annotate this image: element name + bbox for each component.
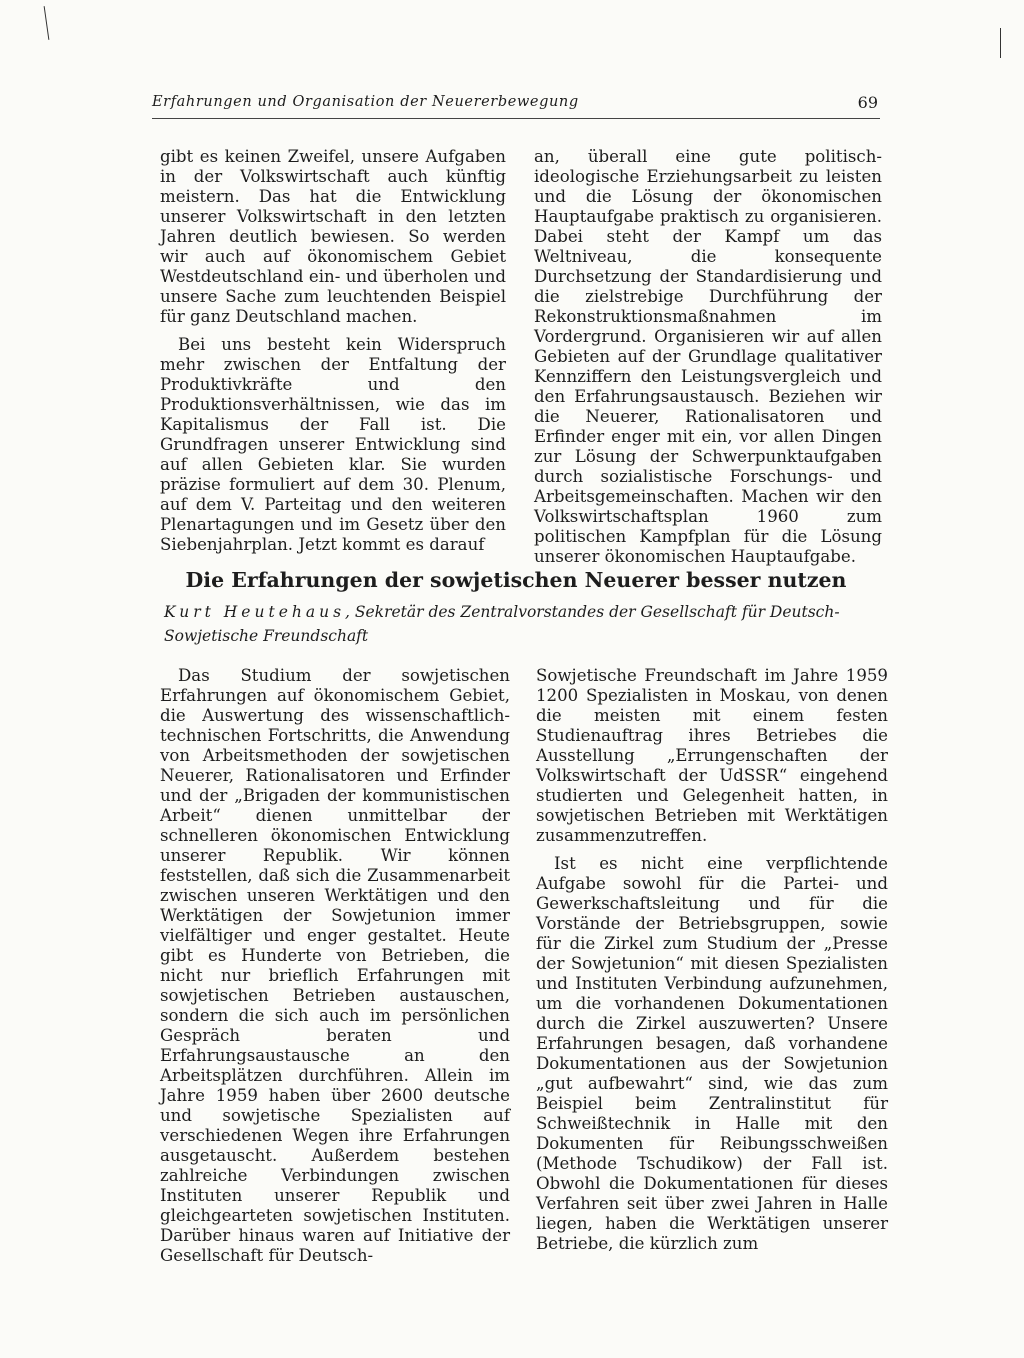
article-left-column: [160, 666, 510, 1266]
running-title: Erfahrungen und Organisation der Neuererbewegung: [152, 94, 579, 110]
article-title: Die Erfahrungen der sowjetischen Neuerer besser nutzen: [185, 568, 847, 592]
page-header: [152, 94, 880, 119]
scan-mark-left: [44, 6, 50, 40]
author-role: , Sekretär des Zentralvorstandes der Gesellschaft für Deutsch-Sowjetische Freundschaft: [164, 603, 840, 645]
paragraph: Ist es nicht eine verpflichtende Aufgabe sowohl für die Partei- und Gewerkschaftsleitung und für die Vorstände der Betriebsgruppen, sowie für die Zirkel zum Studium der „Presse der Sowjetunion“ mit diesen Spezialisten und Instituten Verbindung aufzunehmen, um die vorhandenen Dokumentationen durch die Zirkel auszuwerten? Unsere Erfahrungen besagen, daß vorhandene Dokumentationen aus der Sowjetunion „gut aufbewahrt“ sind, wie das zum Beispiel beim Zentralinstitut für Schweißtechnik in Halle mit den Dokumenten für Reibungsschweißen (Methode Tschudikow) der Fall ist. Obwohl die Dokumentationen für dieses Verfahren seit über zwei Jahren in Halle liegen, haben die Werktätigen unserer Betriebe, die kürzlich zum: [536, 854, 888, 1253]
author-name: Kurt Heutehaus: [164, 603, 346, 621]
paragraph: Sowjetische Freundschaft im Jahre 1959 1200 Spezialisten in Moskau, von denen die meisten mit einem festen Studienauftrag ihres Betriebes die Ausstellung „Errungenschaften der Volkswirtschaft der UdSSR“ eingehend studierten und Gelegenheit hatten, in sowjetischen Betrieben mit Werktätigen zusammenzutreffen.: [536, 666, 888, 845]
paragraph: Bei uns besteht kein Widerspruch mehr zwischen der Entfaltung der Produktivkräfte und den Produktionsverhältnissen, wie das im Kapitalismus der Fall ist. Die Grundfragen unserer Entwicklung sind auf allen Gebieten klar. Sie wurden präzise formuliert auf dem 30. Plenum, auf dem V. Parteitag und den weiteren Plenartagungen und im Gesetz über den Siebenjahrplan. Jetzt kommt es darauf: [160, 335, 506, 554]
paragraph: an, überall eine gute politisch-ideologische Erziehungsarbeit zu leisten und die Lösung der ökonomischen Hauptaufgabe praktisch zu organisieren. Dabei steht der Kampf um das Weltniveau, die konsequente Durchsetzung der Standardisierung und die zielstrebige Durchführung der Rekonstruktionsmaßnahmen im Vordergrund. Organisieren wir auf allen Gebieten auf der Grundlage qualitativer Kennziffern den Leistungsvergleich und den Erfahrungsaustausch. Beziehen wir die Neuerer, Rationalisatoren und Erfinder enger mit ein, vor allen Dingen zur Lösung der Schwerpunktaufgaben durch sozialistische Forschungs- und Arbeitsgemeinschaften. Machen wir den Volkswirtschaftsplan 1960 zum politischen Kampfplan für die Lösung unserer ökonomischen Hauptaufgabe.: [534, 147, 882, 566]
article-right-column: [536, 666, 888, 1254]
page-number: 69: [857, 93, 878, 112]
paragraph: gibt es keinen Zweifel, unsere Aufgaben in der Volkswirtschaft auch künftig meistern. Das hat die Entwicklung unserer Volkswirtschaft in den letzten Jahren deutlich bewiesen. So werden wir auch auf ökonomischem Gebiet Westdeutschland ein- und überholen und unsere Sache zum leuchtenden Beispiel für ganz Deutschland machen.: [160, 147, 506, 326]
section1-left-column: [160, 147, 506, 555]
section1-right-column: [534, 147, 882, 567]
paragraph: Das Studium der sowjetischen Erfahrungen auf ökonomischem Gebiet, die Auswertung des wissenschaftlich-technischen Fortschritts, die Anwendung von Arbeitsmethoden der sowjetischen Neuerer, Rationalisatoren und Erfinder und der „Brigaden der kommunistischen Arbeit“ dienen unmittelbar der schnelleren ökonomischen Entwicklung unserer Republik. Wir können feststellen, daß sich die Zusammenarbeit zwischen unseren Werktätigen und den Werktätigen der Sowjetunion immer vielfältiger und enger gestaltet. Heute gibt es Hunderte von Betrieben, die nicht nur brieflich Erfahrungen mit sowjetischen Betrieben austauschen, sondern die sich auch im persönlichen Gespräch beraten und Erfahrungsaustausche an den Arbeitsplätzen durchführen. Allein im Jahre 1959 haben über 2600 deutsche und sowjetische Spezialisten auf verschiedenen Wegen ihre Erfahrungen ausgetauscht. Außerdem bestehen zahlreiche Verbindungen zwischen Instituten unserer Republik und gleichgearteten sowjetischen Instituten. Darüber hinaus waren auf Initiative der Gesellschaft für Deutsch-: [160, 666, 510, 1265]
scan-mark-right: [1000, 28, 1001, 58]
article-byline: [164, 600, 884, 648]
